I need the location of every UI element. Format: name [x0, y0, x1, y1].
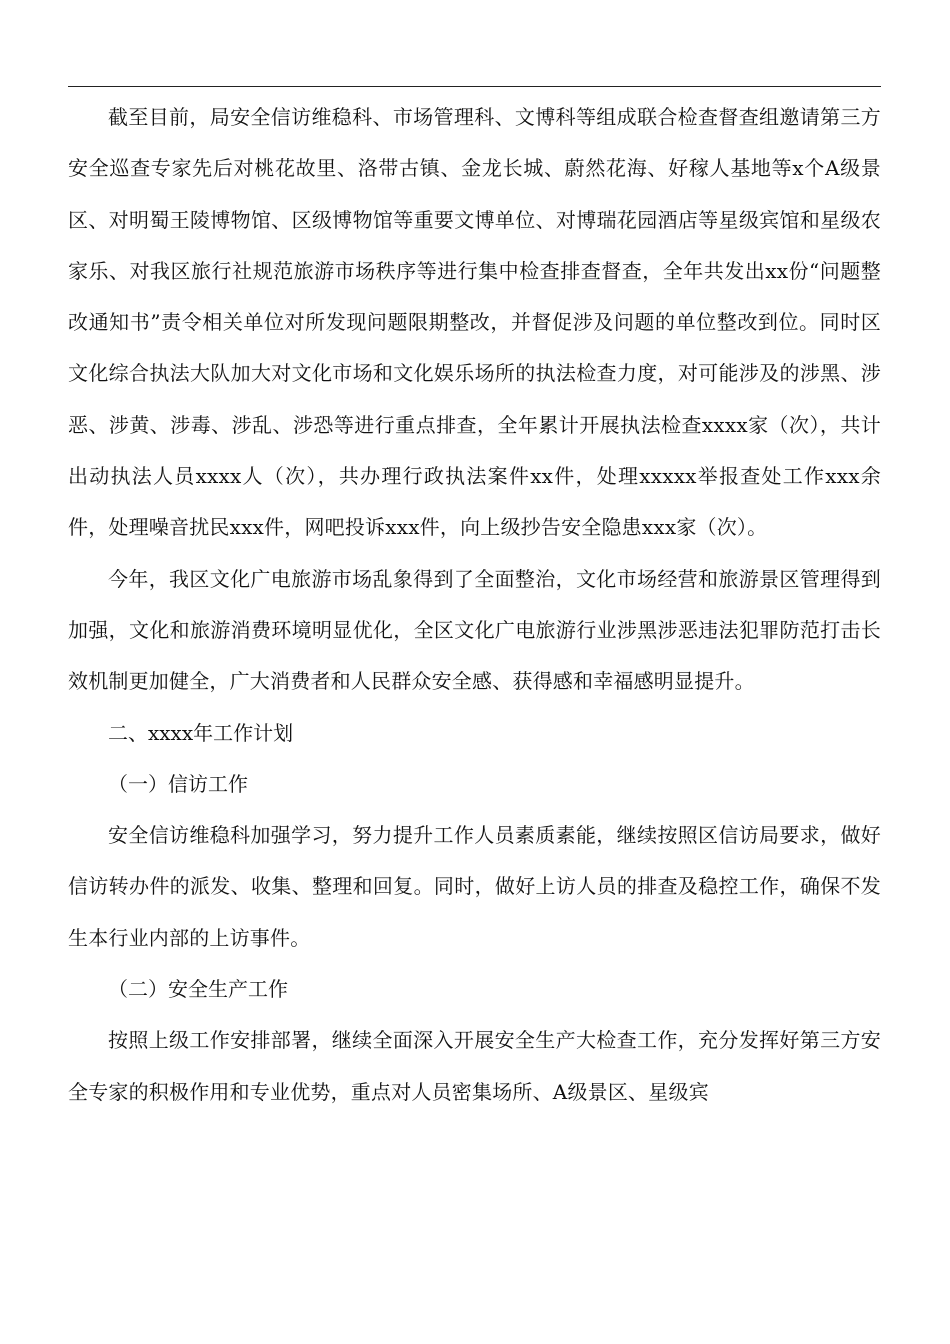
subsection-title-petition: （一）信访工作 [108, 771, 248, 796]
paragraph-inspection-summary: 截至目前，局安全信访维稳科、市场管理科、文博科等组成联合检查督查组邀请第三方安全巡查专家先后对桃花故里、洛带古镇、金龙长城、蔚然花海、好稼人基地等x个A级景区、对明蜀王陵博物馆、区级博物馆等重要文博单位、对博瑞花园酒店等星级宾馆和星级农家乐、对我区旅行社规范旅游市场秩序等进行集中检查排查督查，全年共发出xx份“问题整改通知书”责令相关单位对所发现问题限期整改，并督促涉及问题的单位整改到位。同时区文化综合执法大队加大对文化市场和文化娱乐场所的执法检查力度，对可能涉及的涉黑、涉恶、涉黄、涉毒、涉乱、涉恐等进行重点排查，全年累计开展执法检查xxxx家（次），共计出动执法人员xxxx人（次），共办理行政执法案件xx件，处理xxxxx举报查处工作xxx余件，处理噪音扰民xxx件，网吧投诉xxx件，向上级抄告安全隐患xxx家（次）。 [68, 105, 881, 540]
paragraph-results: 今年，我区文化广电旅游市场乱象得到了全面整治，文化市场经营和旅游景区管理得到加强，文化和旅游消费环境明显优化，全区文化广电旅游行业涉黑涉恶违法犯罪防范打击长效机制更加健全，广大消费者和人民群众安全感、获得感和幸福感明显提升。 [68, 566, 881, 694]
subsection-title-safety: （二）安全生产工作 [108, 977, 288, 1002]
document-body [68, 92, 881, 1118]
paragraph-safety-work: 按照上级工作安排部署，继续全面深入开展安全生产大检查工作，充分发挥好第三方安全专家的积极作用和专业优势，重点对人员密集场所、A级景区、星级宾 [68, 1028, 881, 1104]
paragraph-petition-work: 安全信访维稳科加强学习，努力提升工作人员素质素能，继续按照区信访局要求，做好信访转办件的派发、收集、整理和回复。同时，做好上访人员的排查及稳控工作，确保不发生本行业内部的上访事件。 [68, 823, 881, 950]
section-title: 二、xxxx年工作计划 [108, 720, 294, 745]
header-rule [68, 86, 881, 87]
